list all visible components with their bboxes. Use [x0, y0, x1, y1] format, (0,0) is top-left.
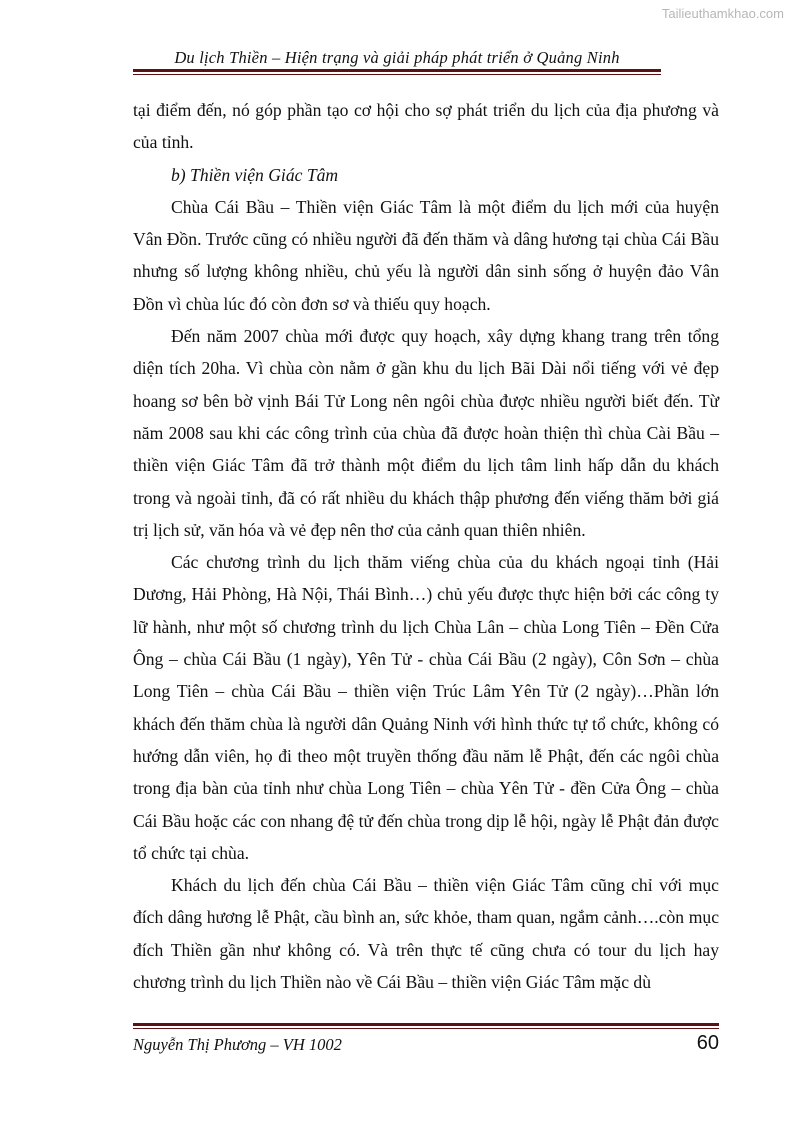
running-header: Du lịch Thiền – Hiện trạng và giải pháp phát triển ở Quảng Ninh — [174, 48, 620, 67]
watermark: Tailieuthamkhao.com — [661, 6, 784, 21]
header-rule-thin — [133, 74, 661, 75]
paragraph-continued: tại điểm đến, nó góp phần tạo cơ hội cho sợ phát triển du lịch của địa phương và của tỉnh. — [133, 100, 719, 153]
header-rule-thick — [133, 69, 661, 72]
paragraph: Chùa Cái Bầu – Thiền viện Giác Tâm là một điểm du lịch mới của huyện Vân Đồn. Trước cũng có nhiều người đã đến thăm và dâng hương tại chùa Cái Bầu nhưng số lượng không nhiều, chủ yếu là người dân sinh sống ở huyện đảo Vân Đồn vì chùa lúc đó còn đơn sơ và thiếu quy hoạch. — [133, 196, 719, 314]
section-subheading: b) Thiền viện Giác Tâm — [171, 164, 339, 185]
paragraph: Đến năm 2007 chùa mới được quy hoạch, xây dựng khang trang trên tổng diện tích 20ha. Vì chùa còn nằm ở gần khu du lịch Bãi Dài nổi tiếng với vẻ đẹp hoang sơ bên bờ vịnh Bái Tử Long nên ngôi chùa được nhiều người biết đến. Từ năm 2008 sau khi các công trình của chùa đã được hoàn thiện thì chùa Cài Bầu – thiền viện Giác Tâm đã trở thành một điểm du lịch tâm linh hấp dẫn du khách trong và ngoài tỉnh, đã có rất nhiều du khách thập phương đến viếng thăm bởi giá trị lịch sử, văn hóa và vẻ đẹp nên thơ của cảnh quan thiên nhiên. — [133, 326, 719, 540]
footer-rule-thick — [133, 1023, 719, 1026]
page-body — [133, 94, 719, 998]
footer-author: Nguyễn Thị Phương – VH 1002 — [133, 1035, 342, 1054]
paragraph: Các chương trình du lịch thăm viếng chùa của du khách ngoại tỉnh (Hải Dương, Hải Phòng, Hà Nội, Thái Bình…) chủ yếu được thực hiện bởi các công ty lữ hành, như một số chương trình du lịch Chùa Lân – chùa Long Tiên – Đền Cửa Ông – chùa Cái Bầu (1 ngày), Yên Tử - chùa Cái Bầu (2 ngày), Côn Sơn – chùa Long Tiên – chùa Cái Bầu – thiền viện Trúc Lâm Yên Tử (2 ngày)…Phần lớn khách đến thăm chùa là người dân Quảng Ninh với hình thức tự tổ chức, không có hướng dẫn viên, họ đi theo một truyền thống đầu năm lễ Phật, đến các ngôi chùa trong địa bàn của tỉnh như chùa Long Tiên – chùa Yên Tử - đền Cửa Ông – chùa Cái Bầu hoặc các con nhang đệ tử đến chùa trong dịp lễ hội, ngày lễ Phật đản được tổ chức tại chùa. — [133, 552, 719, 863]
footer-rule-thin — [133, 1028, 719, 1029]
paragraph: Khách du lịch đến chùa Cái Bầu – thiền viện Giác Tâm cũng chỉ với mục đích dâng hương lễ Phật, cầu bình an, sức khỏe, tham quan, ngắm cảnh….còn mục đích Thiền gần như không có. Và trên thực tế cũng chưa có tour du lịch hay chương trình du lịch Thiền nào về Cái Bầu – thiền viện Giác Tâm mặc dù — [133, 875, 719, 993]
page-number: 60 — [696, 1032, 719, 1054]
